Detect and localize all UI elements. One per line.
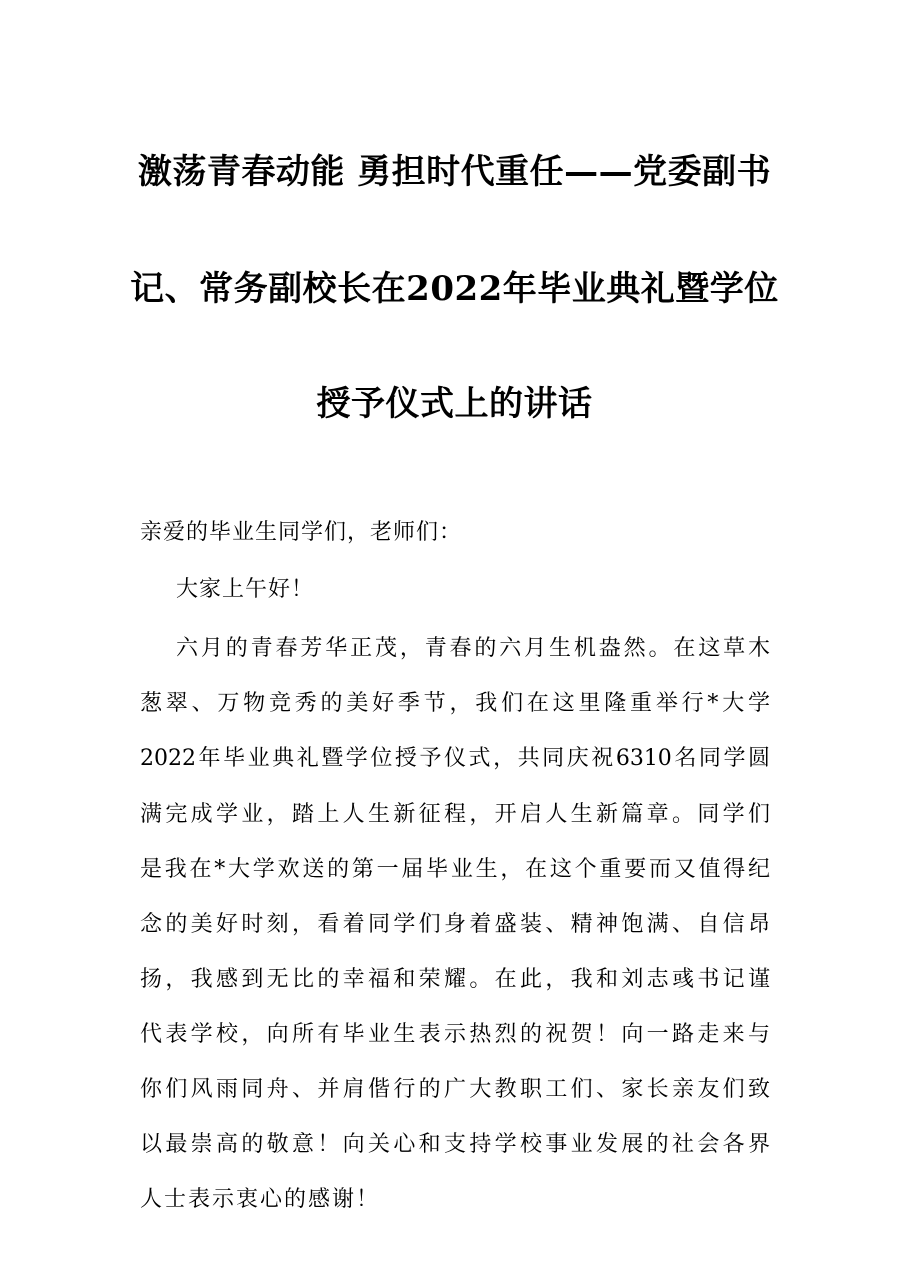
paragraph-line-2: 葱翠、万物竞秀的美好季节，我们在这里隆重举行*大学 (140, 691, 770, 716)
paragraph-line-10: 以最崇高的敬意！向关心和支持学校事业发展的社会各界 (140, 1132, 770, 1157)
title-line-1: 激荡青春动能 勇担时代重任——党委副书 (137, 152, 772, 192)
paragraph-line-8: 代表学校，向所有毕业生表示热烈的祝贺！向一路走来与 (140, 1022, 770, 1047)
paragraph-line-4: 满完成学业，踏上人生新征程，开启人生新篇章。同学们 (140, 802, 770, 827)
paragraph-line-7: 扬，我感到无比的幸福和荣耀。在此，我和刘志彧书记谨 (140, 967, 770, 992)
paragraph-line-3: 2022年毕业典礼暨学位授予仪式，共同庆祝6310名同学圆 (140, 746, 770, 771)
salutation: 亲爱的毕业生同学们，老师们： (140, 520, 463, 545)
greeting: 大家上午好！ (176, 577, 315, 602)
paragraph-line-9: 你们风雨同舟、并肩偕行的广大教职工们、家长亲友们致 (140, 1077, 770, 1102)
title-line-2: 记、常务副校长在2022年毕业典礼暨学位 (130, 269, 779, 309)
paragraph-line-6: 念的美好时刻，看着同学们身着盛装、精神饱满、自信昂 (140, 912, 770, 937)
paragraph-line-5: 是我在*大学欢送的第一届毕业生，在这个重要而又值得纪 (140, 857, 770, 882)
title-line-3: 授予仪式上的讲话 (316, 384, 593, 424)
paragraph-line-1: 六月的青春芳华正茂，青春的六月生机盎然。在这草木 (176, 636, 770, 661)
paragraph-line-11: 人士表示衷心的感谢！ (140, 1187, 381, 1212)
